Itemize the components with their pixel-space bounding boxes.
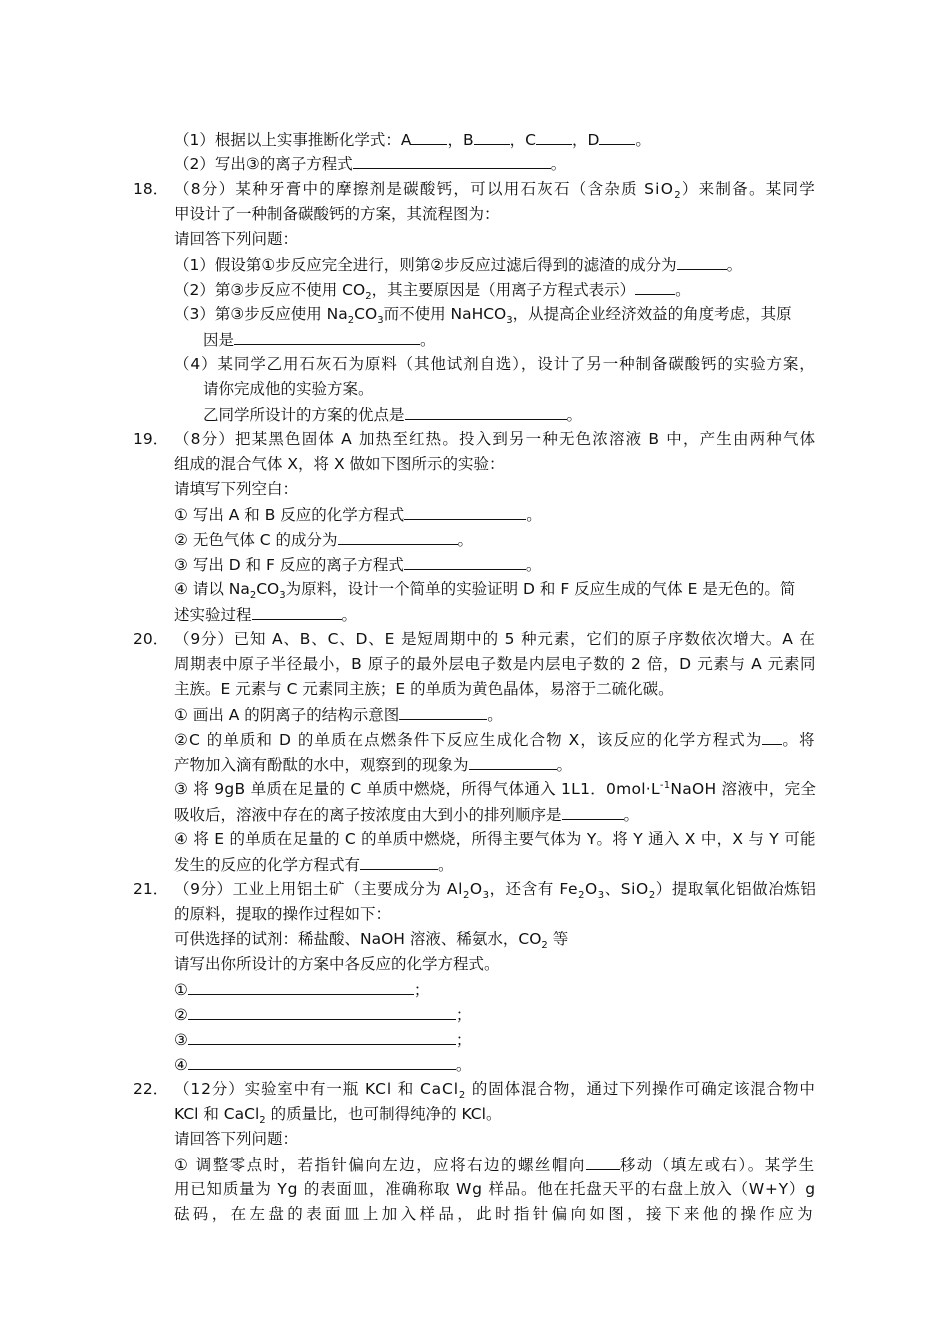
text-run: 的原料，提取的操作过程如下： bbox=[174, 905, 392, 923]
text-run: 请你完成他的实验方案。 bbox=[203, 380, 374, 398]
text-run: ③ 写出 D 和 F 反应的离子方程式 bbox=[174, 556, 404, 574]
text-line bbox=[174, 1026, 471, 1052]
text-run: 为原料，设计一个简单的实验证明 D 和 F 反应生成的气体 E 是无色的。简 bbox=[285, 580, 796, 598]
text-run: （8分）某种牙膏中的摩擦剂是碳酸钙，可以用石灰石（含杂质 SiO bbox=[174, 180, 675, 198]
text-run: ，D bbox=[571, 131, 600, 149]
text-run: 、SiO bbox=[604, 880, 649, 898]
subscript: 2 bbox=[365, 291, 372, 303]
text-line bbox=[174, 451, 505, 477]
text-run: ，C bbox=[509, 131, 536, 149]
text-line bbox=[174, 276, 691, 302]
text-run: （9分）已知 A、B、C、D、E 是短周期中的 5 种元素，它们的原子序数依次增大。A 在 bbox=[174, 630, 816, 648]
text-run: KCl 和 CaCl bbox=[174, 1105, 260, 1123]
answer-blank bbox=[469, 751, 557, 770]
superscript: -1 bbox=[659, 779, 671, 791]
answer-blank bbox=[399, 701, 487, 720]
subscript: 3 bbox=[482, 890, 490, 902]
text-line bbox=[174, 1001, 471, 1027]
text-run: ① bbox=[174, 981, 188, 999]
text-run: （3）第③步反应使用 Na bbox=[174, 305, 348, 323]
answer-blank bbox=[188, 1001, 456, 1020]
subscript: 3 bbox=[597, 890, 605, 902]
subscript: 2 bbox=[458, 1090, 467, 1102]
text-line bbox=[174, 1101, 501, 1127]
answer-blank bbox=[353, 150, 551, 169]
answer-blank bbox=[188, 1026, 456, 1045]
text-run: ）来制备。某同学 bbox=[681, 180, 817, 198]
text-run: NaOH 溶液中，完全 bbox=[670, 780, 817, 798]
text-line bbox=[174, 801, 639, 827]
text-run: 甲设计了一种制备碳酸钙的方案，其流程图为： bbox=[174, 205, 500, 223]
text-line bbox=[174, 551, 541, 577]
question-number: 21． bbox=[133, 880, 169, 898]
text-run: O bbox=[585, 880, 598, 898]
text-run: 。 bbox=[726, 256, 743, 274]
text-run: 。 bbox=[457, 531, 474, 549]
text-run: （12分）实验室中有一瓶 KCl 和 CaCl bbox=[174, 1080, 459, 1098]
text-line bbox=[174, 150, 566, 176]
text-run: ④ bbox=[174, 1056, 188, 1074]
text-run: 周期表中原子半径最小，B 原子的最外层电子数是内层电子数的 2 倍，D 元素与 A 元素同 bbox=[174, 655, 817, 673]
text-line bbox=[203, 376, 374, 402]
text-run: ① 调整零点时，若指针偏向左边，应将右边的螺丝帽向 bbox=[174, 1156, 586, 1174]
text-run: （1）假设第①步反应完全进行，则第②步反应过滤后得到的滤渣的成分为 bbox=[174, 256, 677, 274]
text-line bbox=[174, 201, 500, 227]
text-line bbox=[174, 676, 674, 702]
text-line bbox=[174, 251, 742, 277]
answer-blank bbox=[586, 1151, 620, 1170]
text-run: （1）根据以上实事推断化学式：A bbox=[174, 131, 412, 149]
text-line bbox=[174, 951, 500, 977]
text-run: ，B bbox=[447, 131, 474, 149]
text-run: 的固体混合物，通过下列操作可确定该混合物中 bbox=[466, 1080, 816, 1098]
subscript: 2 bbox=[674, 190, 682, 202]
text-run: 吸收后，溶液中存在的离子按浓度由大到小的排列顺序是 bbox=[174, 806, 562, 824]
text-run: 。 bbox=[635, 131, 651, 149]
text-line bbox=[174, 576, 795, 602]
subscript: 2 bbox=[259, 1115, 266, 1127]
text-run: 产物加入滴有酚酞的水中，观察到的现象为 bbox=[174, 756, 469, 774]
text-run: 等 bbox=[547, 930, 569, 948]
subscript: 2 bbox=[249, 590, 257, 602]
text-run: 。将 bbox=[782, 731, 816, 749]
text-run: 因是 bbox=[203, 331, 235, 349]
text-run: ④ 请以 Na bbox=[174, 580, 250, 598]
answer-blank bbox=[404, 551, 526, 570]
answer-blank bbox=[677, 251, 727, 270]
text-run: 。 bbox=[420, 331, 436, 349]
text-run: CO bbox=[354, 305, 378, 323]
text-line bbox=[174, 726, 816, 752]
text-run: 。 bbox=[675, 281, 691, 299]
text-run: ，还含有 Fe bbox=[489, 880, 579, 898]
answer-blank bbox=[635, 276, 675, 295]
text-line bbox=[174, 526, 473, 552]
text-run: 。 bbox=[556, 756, 573, 774]
text-line bbox=[174, 601, 357, 627]
text-line bbox=[174, 1151, 816, 1177]
text-run: 。 bbox=[487, 706, 503, 724]
text-line bbox=[203, 401, 582, 427]
text-run: 。 bbox=[623, 806, 640, 824]
text-run: ① 写出 A 和 B 反应的化学方程式 bbox=[174, 506, 405, 524]
text-run: 乙同学所设计的方案的优点是 bbox=[203, 406, 405, 424]
answer-blank bbox=[188, 976, 414, 995]
text-run: 述实验过程 bbox=[174, 606, 252, 624]
text-run: 。 bbox=[550, 155, 567, 173]
text-run: 请填写下列空白： bbox=[174, 480, 299, 498]
text-line bbox=[174, 226, 298, 252]
text-line bbox=[174, 476, 298, 502]
text-run: 。 bbox=[566, 406, 583, 424]
text-run: ； bbox=[413, 981, 430, 999]
text-run: ； bbox=[455, 1031, 472, 1049]
answer-blank bbox=[404, 501, 526, 520]
text-line bbox=[174, 176, 816, 202]
subscript: 3 bbox=[279, 590, 286, 602]
text-run: 主族。E 元素与 C 元素同主族；E 的单质为黄色晶体，易溶于二硫化碳。 bbox=[174, 680, 674, 698]
subscript: 2 bbox=[462, 890, 470, 902]
answer-blank bbox=[536, 126, 572, 145]
text-line bbox=[174, 1126, 298, 1152]
subscript: 3 bbox=[377, 315, 384, 327]
text-line bbox=[174, 851, 454, 877]
text-run: 。 bbox=[438, 856, 454, 874]
text-run: 而不使用 NaHCO bbox=[383, 305, 507, 323]
text-run: ③ bbox=[174, 1031, 188, 1049]
text-run: 请回答下列问题： bbox=[174, 230, 299, 248]
answer-blank bbox=[474, 126, 510, 145]
text-line bbox=[174, 1176, 816, 1202]
text-run: ④ 将 E 的单质在足量的 C 的单质中燃烧，所得主要气体为 Y。将 Y 通入 X 中，X 与 Y 可能 bbox=[174, 830, 816, 848]
text-line bbox=[174, 301, 792, 327]
answer-blank bbox=[411, 126, 447, 145]
text-run: 。 bbox=[455, 1056, 472, 1074]
text-run: 砝码，在左盘的表面皿上加入样品，此时指针偏向如图，接下来他的操作应为 bbox=[174, 1205, 817, 1223]
text-run: ②C 的单质和 D 的单质在点燃条件下反应生成化合物 X，该反应的化学方程式为 bbox=[174, 731, 763, 749]
text-run: ③ 将 9gB 单质在足量的 C 单质中燃烧，所得气体通入 1L1．0mol·L bbox=[174, 780, 660, 798]
text-line bbox=[174, 776, 816, 802]
text-run: 组成的混合气体 X，将 X 做如下图所示的实验： bbox=[174, 455, 505, 473]
text-run: ）提取氧化铝做冶炼铝 bbox=[655, 880, 817, 898]
text-line bbox=[174, 751, 572, 777]
text-run: 。 bbox=[341, 606, 358, 624]
text-run: 请写出你所设计的方案中各反应的化学方程式。 bbox=[174, 955, 500, 973]
question-number: 18． bbox=[133, 180, 169, 198]
text-run: （2）写出③的离子方程式 bbox=[174, 155, 353, 173]
text-line bbox=[174, 651, 816, 677]
answer-blank bbox=[562, 801, 624, 820]
text-line bbox=[174, 901, 391, 927]
subscript: 2 bbox=[541, 940, 548, 952]
text-line bbox=[174, 626, 816, 652]
text-run: ，其主要原因是（用离子方程式表示） bbox=[371, 281, 636, 299]
text-run: ② 无色气体 C 的成分为 bbox=[174, 531, 338, 549]
answer-blank bbox=[188, 1051, 456, 1070]
text-run: 。 bbox=[525, 556, 542, 574]
text-line bbox=[174, 426, 816, 452]
text-run: （4）某同学乙用石灰石为原料（其他试剂自选），设计了另一种制备碳酸钙的实验方案， bbox=[174, 355, 816, 373]
question-number: 19． bbox=[133, 430, 169, 448]
text-line bbox=[174, 1051, 471, 1077]
text-line bbox=[203, 326, 436, 352]
question-number: 22． bbox=[133, 1080, 169, 1098]
answer-blank bbox=[252, 601, 342, 620]
text-line bbox=[174, 926, 568, 952]
text-run: ； bbox=[455, 1006, 472, 1024]
text-run: CO bbox=[256, 580, 280, 598]
text-run: 的质量比，也可制得纯净的 KCl。 bbox=[265, 1105, 502, 1123]
text-run: O bbox=[469, 880, 483, 898]
text-run: 用已知质量为 Yg 的表面皿，准确称取 Wg 样品。他在托盘天平的右盘上放入（W+Y）g bbox=[174, 1180, 816, 1198]
text-line bbox=[174, 1201, 816, 1227]
text-run: （8分）把某黑色固体 A 加热至红热。投入到另一种无色浓溶液 B 中，产生由两种气体 bbox=[174, 430, 817, 448]
text-line bbox=[174, 126, 651, 152]
subscript: 2 bbox=[347, 315, 355, 327]
text-run: 请回答下列问题： bbox=[174, 1130, 299, 1148]
text-line bbox=[174, 976, 429, 1002]
text-run: （9分）工业上用铝土矿（主要成分为 Al bbox=[174, 880, 463, 898]
subscript: 2 bbox=[648, 890, 656, 902]
text-line bbox=[174, 701, 503, 727]
text-run: 移动（填左或右）。某学生 bbox=[619, 1156, 816, 1174]
question-number: 20． bbox=[133, 630, 169, 648]
answer-blank bbox=[338, 526, 458, 545]
answer-blank bbox=[360, 851, 438, 870]
text-line bbox=[174, 351, 816, 377]
text-run: 可供选择的试剂：稀盐酸、NaOH 溶液、稀氨水，CO bbox=[174, 930, 542, 948]
text-line bbox=[174, 1076, 816, 1102]
text-run: 发生的反应的化学方程式有 bbox=[174, 856, 361, 874]
text-run: 。 bbox=[526, 506, 542, 524]
subscript: 3 bbox=[506, 315, 513, 327]
text-run: ② bbox=[174, 1006, 188, 1024]
subscript: 2 bbox=[578, 890, 586, 902]
answer-blank bbox=[762, 726, 782, 745]
answer-blank bbox=[599, 126, 635, 145]
text-run: ，从提高企业经济效益的角度考虑，其原 bbox=[512, 305, 792, 323]
text-run: （2）第③步反应不使用 CO bbox=[174, 281, 366, 299]
text-run: ① 画出 A 的阴离子的结构示意图 bbox=[174, 706, 400, 724]
answer-blank bbox=[405, 401, 567, 420]
text-line bbox=[174, 876, 816, 902]
answer-blank bbox=[234, 326, 420, 345]
text-line bbox=[174, 501, 542, 527]
text-line bbox=[174, 826, 816, 852]
